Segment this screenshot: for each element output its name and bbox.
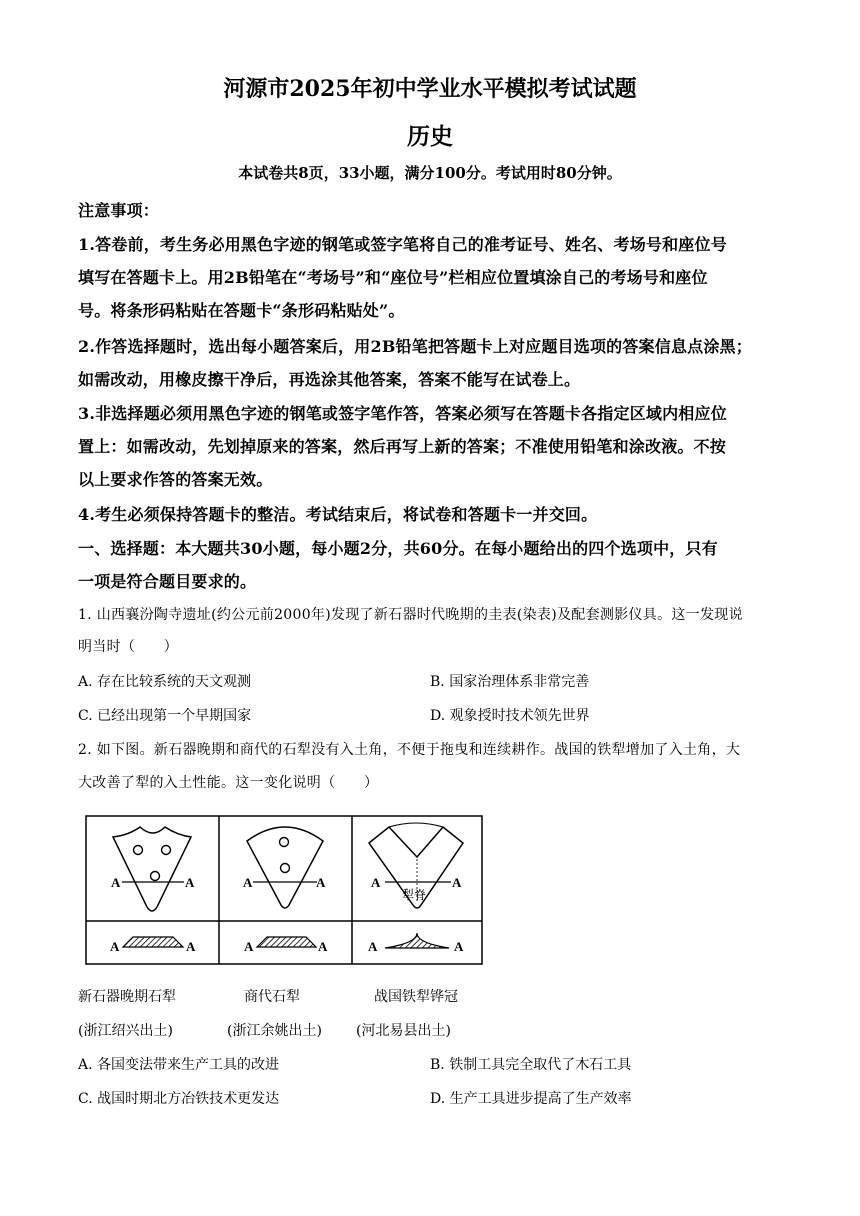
axis-label: A	[368, 939, 378, 954]
axis-label: A	[371, 875, 381, 890]
plough-figure	[85, 815, 485, 967]
question-2-option-c[interactable]: C. 战国时期北方冶铁技术更发达	[78, 1091, 280, 1107]
question-1-stem: 1. 山西襄汾陶寺遗址(约公元前2000年)发现了新石器时代晚期的圭表(染表)及配套测影仪具。这一发现说	[78, 607, 743, 623]
notice-heading: 注意事项：	[78, 201, 160, 220]
figure-origin: (浙江余姚出土)	[227, 1023, 322, 1039]
figure-origin: (浙江绍兴出土)	[78, 1023, 173, 1039]
question-1-option-d[interactable]: D. 观象授时技术领先世界	[430, 708, 590, 724]
axis-label: A	[111, 875, 121, 890]
notice-line: 置上：如需改动，先划掉原来的答案，然后再写上新的答案；不准使用铅笔和涂改液。不按	[78, 437, 727, 456]
neolithic-plough-drawing	[113, 827, 191, 947]
warring-states-plough-drawing	[369, 823, 463, 948]
axis-label: A	[186, 939, 196, 954]
section-heading: 一、选择题：本大题共30小题，每小题2分，共60分。在每小题给出的四个选项中，只有	[78, 539, 718, 558]
notice-line: 号。将条形码粘贴在答题卡“条形码粘贴处”。	[78, 301, 405, 320]
axis-label: A	[244, 939, 254, 954]
axis-label: A	[185, 875, 195, 890]
notice-line: 填写在答题卡上。用2B铅笔在“考场号”和“座位号”栏相应位置填涂自己的考场号和座位	[78, 268, 708, 287]
question-1-option-b[interactable]: B. 国家治理体系非常完善	[430, 674, 590, 690]
notice-line: 如需改动，用橡皮擦干净后，再选涂其他答案，答案不能写在试卷上。	[78, 370, 581, 389]
section-heading: 一项是符合题目要求的。	[78, 572, 257, 591]
notice-line: 3.非选择题必须用黑色字迹的钢笔或签字笔作答，答案必须写在答题卡各指定区域内相应位	[78, 404, 727, 423]
figure-origin: (河北易县出土)	[356, 1023, 451, 1039]
notice-line: 1.答卷前，考生务必用黑色字迹的钢笔或签字笔将自己的准考证号、姓名、考场号和座位号	[78, 235, 727, 254]
axis-label: A	[110, 939, 120, 954]
axis-label: A	[454, 939, 464, 954]
axis-label: A	[243, 875, 253, 890]
notice-line: 4.考生必须保持答题卡的整洁。考试结束后，将试卷和答题卡一并交回。	[78, 505, 598, 524]
exam-title: 河源市2025年初中学业水平模拟考试试题	[223, 76, 637, 102]
axis-label: A	[452, 875, 462, 890]
figure-caption: 新石器晚期石犁	[78, 989, 176, 1005]
question-2-stem: 大改善了犁的入土性能。这一变化说明（ ）	[78, 775, 379, 791]
exam-info: 本试卷共8页，33小题，满分100分。考试用时80分钟。	[238, 164, 622, 182]
figure-caption: 战国铁犁铧冠	[374, 989, 458, 1005]
question-2-option-b[interactable]: B. 铁制工具完全取代了木石工具	[430, 1057, 632, 1073]
axis-label: A	[316, 875, 326, 890]
question-1-option-a[interactable]: A. 存在比较系统的天文观测	[78, 674, 252, 690]
figure-caption: 商代石犁	[244, 989, 300, 1005]
subject-title: 历史	[407, 123, 453, 150]
notice-line: 以上要求作答的答案无效。	[78, 470, 273, 489]
axis-label: A	[318, 939, 328, 954]
question-2-option-a[interactable]: A. 各国变法带来生产工具的改进	[78, 1057, 280, 1073]
plough-ridge-label: 犁脊	[402, 888, 427, 902]
question-1-stem: 明当时（ ）	[78, 639, 179, 655]
notice-line: 2.作答选择题时，选出每小题答案后，用2B铅笔把答题卡上对应题目选项的答案信息点涂黑；	[78, 337, 752, 356]
question-1-option-c[interactable]: C. 已经出现第一个早期国家	[78, 708, 252, 724]
question-2-option-d[interactable]: D. 生产工具进步提高了生产效率	[430, 1091, 632, 1107]
shang-plough-drawing	[247, 827, 323, 947]
question-2-stem: 2. 如下图。新石器晚期和商代的石犁没有入土角，不便于拖曳和连续耕作。战国的铁犁增加了入土角，大	[78, 742, 741, 758]
